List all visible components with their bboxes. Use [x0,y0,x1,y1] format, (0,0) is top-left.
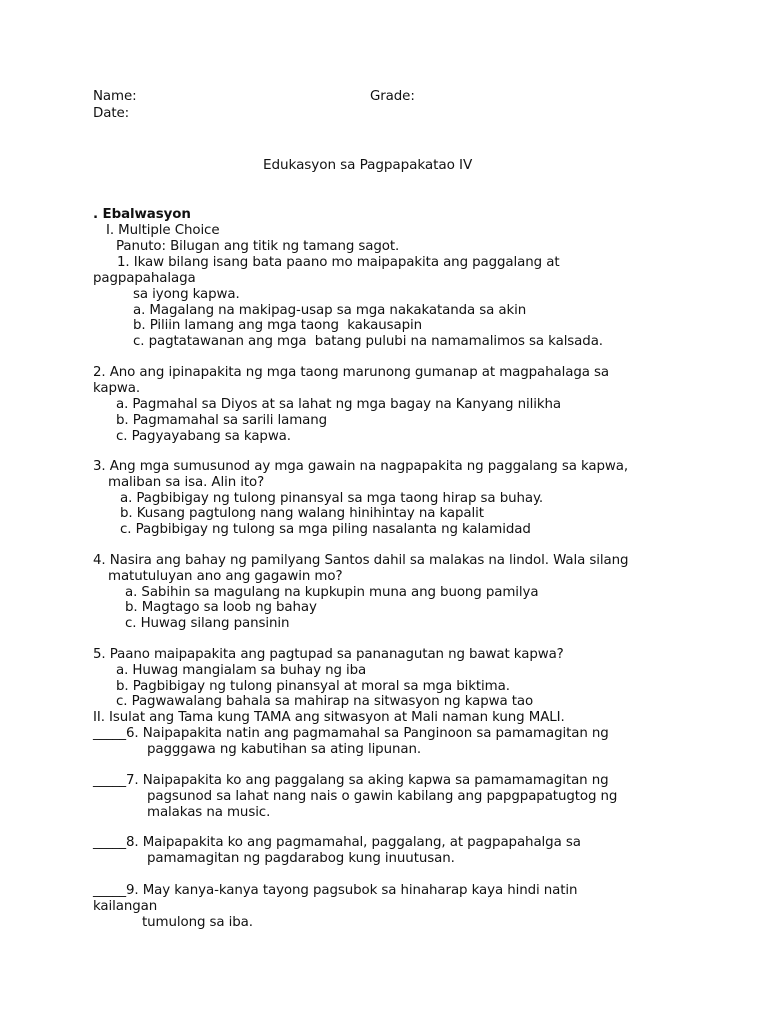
q3-option-a: a. Pagbibigay ng tulong pinansyal sa mga taong hirap sa buhay. [120,491,544,506]
q8-line1: _____8. Maipapakita ko ang pagmamahal, paggalang, at pagpapahalga sa [93,835,581,850]
q4-option-a: a. Sabihin sa magulang na kupkupin muna ang buong pamilya [125,585,539,600]
q7-line3: malakas na music. [147,805,271,820]
q9-line1: _____9. May kanya-kanya tayong pagsubok sa hinaharap kaya hindi natin [93,883,578,898]
q6-line2: pagggawa ng kabutihan sa ating lipunan. [147,742,422,757]
q9-line2: kailangan [93,899,158,914]
q3-line1: 3. Ang mga sumusunod ay mga gawain na nagpapakita ng paggalang sa kapwa, [93,459,628,474]
part1-heading: I. Multiple Choice [106,223,220,238]
date-label: Date: [93,106,130,121]
q6-line1: _____6. Naipapakita natin ang pagmamahal sa Panginoon sa pamamagitan ng [93,726,609,741]
grade-label: Grade: [370,89,415,104]
q2-option-b: b. Pagmamahal sa sarili lamang [116,413,328,428]
q5-line1: 5. Paano maipapakita ang pagtupad sa pananagutan ng bawat kapwa? [93,647,564,662]
section-heading: . Ebalwasyon [93,207,191,222]
q4-option-b: b. Magtago sa loob ng bahay [125,600,317,615]
q1-option-b: b. Piliin lamang ang mga taong kakausapin [133,318,423,333]
q4-line2: matutuluyan ano ang gagawin mo? [108,569,343,584]
q3-line2: maliban sa isa. Alin ito? [108,475,265,490]
q7-line1: _____7. Naipapakita ko ang paggalang sa aking kapwa sa pamamamagitan ng [93,773,609,788]
q3-option-c: c. Pagbibigay ng tulong sa mga piling nasalanta ng kalamidad [120,522,531,537]
q7-line2: pagsunod sa lahat nang nais o gawin kabilang ang papgpapatugtog ng [147,789,618,804]
page-title: Edukasyon sa Pagpapakatao IV [263,157,473,173]
q5-option-b: b. Pagbibigay ng tulong pinansyal at moral sa mga biktima. [116,679,510,694]
q5-option-a: a. Huwag mangialam sa buhay ng iba [116,663,367,678]
q4-option-c: c. Huwag silang pansinin [125,616,290,631]
part1-instruction: Panuto: Bilugan ang titik ng tamang sagot. [116,239,400,254]
q1-option-c: c. pagtatawanan ang mga batang pulubi na namamalimos sa kalsada. [133,334,603,349]
q2-option-a: a. Pagmahal sa Diyos at sa lahat ng mga bagay na Kanyang nilikha [116,397,562,412]
q2-line2: kapwa. [93,381,141,396]
part2-heading: II. Isulat ang Tama kung TAMA ang sitwasyon at Mali naman kung MALI. [93,710,565,725]
q5-option-c: c. Pagwawalang bahala sa mahirap na sitwasyon ng kapwa tao [116,694,534,709]
q1-option-a: a. Magalang na makipag-usap sa mga nakakatanda sa akin [133,303,527,318]
q9-line3: tumulong sa iba. [142,915,253,930]
q2-option-c: c. Pagyayabang sa kapwa. [116,429,291,444]
q3-option-b: b. Kusang pagtulong nang walang hinihintay na kapalit [120,506,484,521]
q8-line2: pamamagitan ng pagdarabog kung inuutusan. [147,851,455,866]
q1-line1: 1. Ikaw bilang isang bata paano mo maipapakita ang paggalang at [117,255,560,270]
q2-line1: 2. Ano ang ipinapakita ng mga taong marunong gumanap at magpahalaga sa [93,365,610,380]
q1-line3: sa iyong kapwa. [133,287,240,302]
name-label: Name: [93,89,137,104]
q1-line2: pagpapahalaga [93,271,196,286]
q4-line1: 4. Nasira ang bahay ng pamilyang Santos dahil sa malakas na lindol. Wala silang [93,553,629,568]
